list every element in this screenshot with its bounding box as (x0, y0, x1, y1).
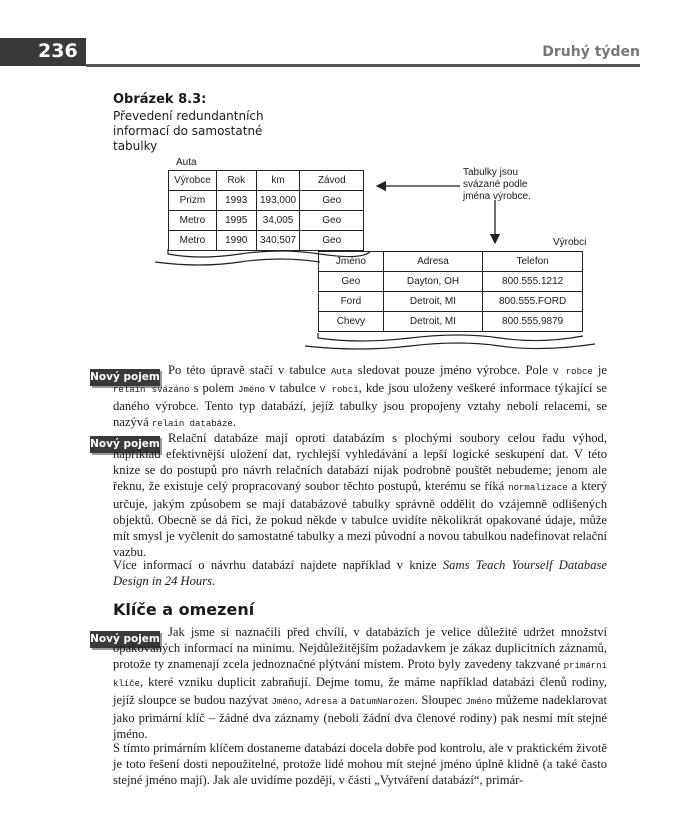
table-vyrobci-header: Adresa (383, 252, 483, 272)
table-vyrobci-label: Výrobci (553, 237, 587, 248)
table-cell: 800.555.FORD (483, 292, 583, 312)
wave-cut-vyrobci-1 (318, 333, 583, 341)
table-cell: Geo (300, 211, 364, 231)
figure-title: Obrázek 8.3: (113, 92, 207, 107)
page-number: 236 (38, 40, 78, 62)
new-term-badge: Nový pojem (90, 631, 160, 648)
table-cell: Dayton, OH (383, 272, 483, 292)
table-cell: 193,000 (256, 191, 300, 211)
table-cell: 1990 (216, 231, 256, 251)
table-cell: Detroit, MI (383, 312, 483, 332)
table-cell: Geo (319, 272, 384, 292)
wave-cut-auta-1 (168, 249, 370, 257)
paragraph-4: Jak jsme si naznačili před chvílí, v databázích je velice důležité udržet množství opakovaných informací na minimu. Nejdůležitějším požadavkem je zákaz duplicitních záznamů, protože ty znamenají zcela jednoznačné plýtvání místem. Proto byly zavedeny takzvané primární klíče, které vzniku duplicit zabraňují. Dejme tomu, že máme například databázi členů rodiny, jejíž sloupce se budou nazývat Jméno, Adresa a DatumNarozen. Sloupec Jméno můžeme nadeklarovat jako primární klíč – žádné dva záznamy (neboli žádní dva členové rodiny) pak nesmí mít stejné jméno. (113, 625, 607, 741)
new-term-badge: Nový pojem (90, 436, 160, 453)
wave-cut-auta-2 (155, 259, 320, 265)
table-cell: 800.555.1212 (483, 272, 583, 292)
table-cell: 1995 (216, 211, 256, 231)
table-cell: Detroit, MI (383, 292, 483, 312)
running-title: Druhý týden (542, 44, 640, 60)
table-cell: 34,005 (256, 211, 300, 231)
table-auta-header: km (256, 171, 300, 191)
paragraph-3: Více informací o návrhu databází najdete například v knize Sams Teach Yourself Database Design in 24 Hours. (113, 558, 607, 588)
table-auta-header: Závod (300, 171, 364, 191)
table-cell: Metro (169, 231, 217, 251)
table-cell: 1993 (216, 191, 256, 211)
figure-annotation: Tabulky jsou svázané podle jména výrobce. (463, 167, 531, 202)
new-term-badge: Nový pojem (90, 369, 160, 386)
paragraph-5: S tímto primárním klíčem dostaneme databázi docela dobře pod kontrolu, ale v praktickém životě je toto řešení dosti nepoužitelné, protože lidé mohou mít stejné jméno úplně klidně (a také často stejné jméno mají). Jak ale uvidíme později, v části „Vytváření databází“, primár- (113, 741, 607, 787)
table-vyrobci-header: Jméno (319, 252, 384, 272)
table-auta-header: Rok (216, 171, 256, 191)
table-cell: 340,507 (256, 231, 300, 251)
paragraph-2: Relační databáze mají oproti databázím s plochými soubory celou řadu výhod, například efektivnější uložení dat, rychlejší vyhledávání a lepší logické seskupení dat. V této knize se do postupů pro návrh relačních databází nijak podrobně pouštět nebudeme; jenom ale řeknu, že existuje celý propracovaný soubor těchto postupů, kterému se říká normalizace a který určuje, jakým způsobem se mají databázové tabulky správně oddělit do vzájemně odlišených objektů. Obecně se dá říci, že pokud někde v tabulce uvidíte několikrát opakované údaje, může mít smysl je vyčlenit do samostatné tabulky a mezi původní a novou tabulkou nadefinovat relační vazbu. (113, 431, 607, 559)
table-auta-header: Výrobce (169, 171, 217, 191)
table-vyrobci-header: Telefon (483, 252, 583, 272)
figure-caption: Převedení redundantních informací do samostatné tabulky (113, 109, 264, 153)
table-auta-label: Auta (176, 157, 197, 168)
table-cell: Prizm (169, 191, 217, 211)
table-cell: 800.555.9879 (483, 312, 583, 332)
wave-cut-vyrobci-2 (305, 343, 595, 349)
table-cell: Metro (169, 211, 217, 231)
table-cell: Ford (319, 292, 384, 312)
paragraph-1: Po této úpravě stačí v tabulce Auta sledovat pouze jméno výrobce. Pole V robce je relain svázáno s polem Jméno v tabulce V robci, kde jsou uloženy veškeré informace týkající se daného výrobce. Tento typ databází, jejíž tabulky jsou propojeny vztahy neboli relacemi, se nazývá relain databáze. (113, 363, 607, 429)
table-cell: Geo (300, 191, 364, 211)
section-heading: Klíče a omezení (113, 600, 255, 619)
table-cell: Chevy (319, 312, 384, 332)
table-cell: Geo (300, 231, 364, 251)
